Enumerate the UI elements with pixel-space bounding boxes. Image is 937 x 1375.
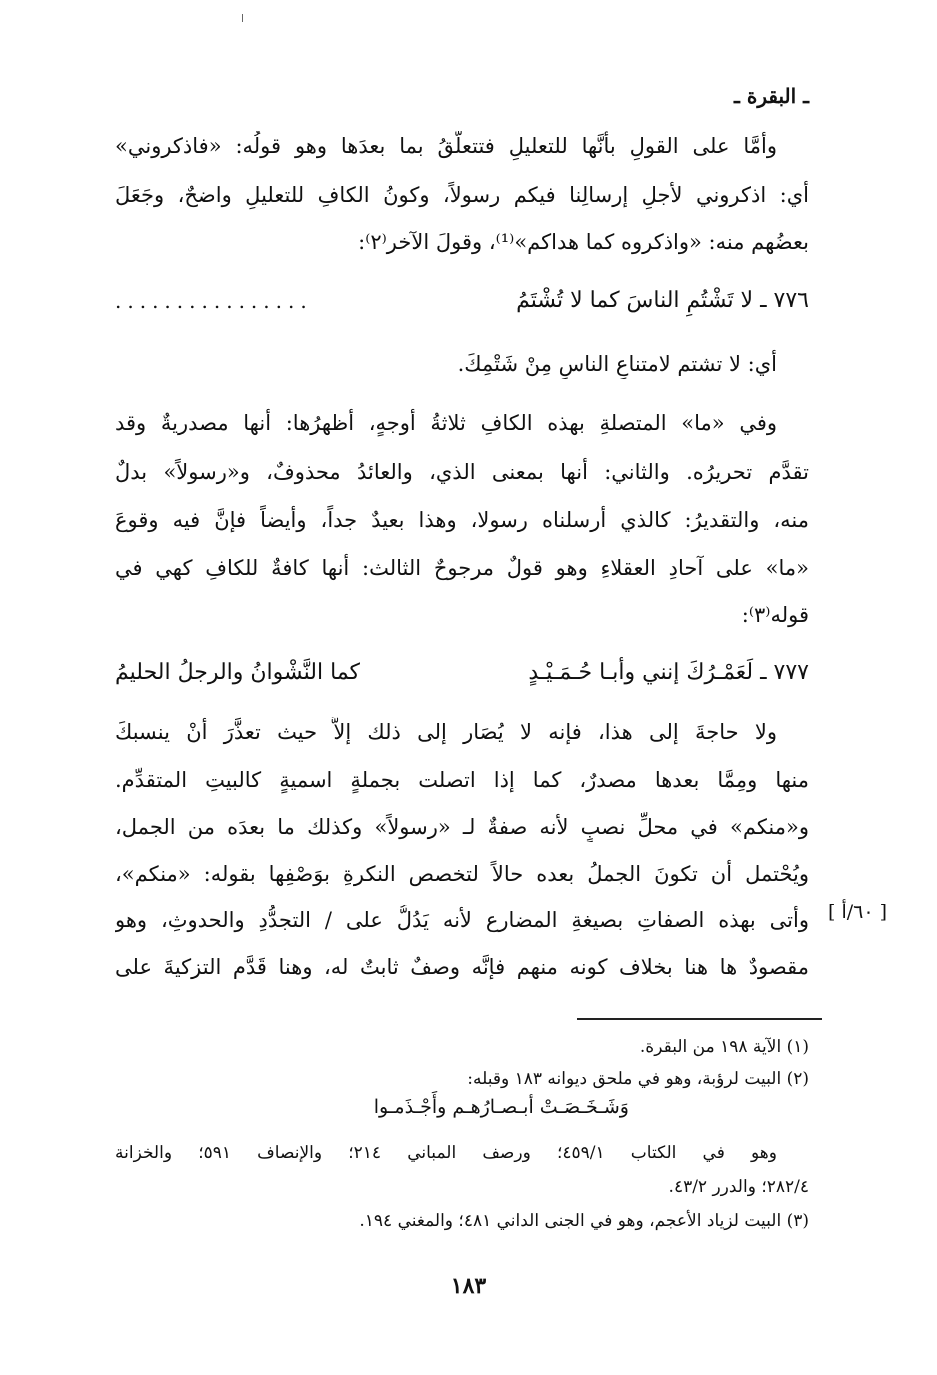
footnote-2-continued: وهو في الكتاب ٤٥٩/١؛ ورصف المباني ٢١٤؛ والإنصاف ٥٩١؛ والخزانة <box>115 1143 777 1163</box>
verse-776 <box>115 284 809 318</box>
body-line: منه، والتقديرُ: كالذي أرسلناه رسولا، وهذا بعيدٌ جداً، وأيضاً فإنَّ فيه وقوعَ <box>115 508 809 532</box>
body-line: قوله⁽٣⁾: <box>741 603 809 627</box>
verse-777 <box>115 656 809 690</box>
verse-776-text: ٧٧٦ ـ لا تَشْتُمِ الناسَ كما لا تُشْتَمُ <box>516 288 809 313</box>
scan-mark <box>242 14 243 22</box>
verse-776-ellipsis: ................ <box>115 289 313 313</box>
verse-777-hemistich-1: ٧٧٧ ـ لَعَمْـرُكَ إنني وأبـا حُـمَـيْـدٍ <box>528 660 809 685</box>
manuscript-folio-reference: [ ٦٠/أ ] <box>828 901 888 923</box>
verse-776-gloss: أي: لا تشتم لامتناعِ الناسِ مِنْ شَتْمِكَ. <box>457 352 777 376</box>
footnote-1: (١) الآية ١٩٨ من البقرة. <box>639 1037 809 1057</box>
footnote-2-verse: وَشَـخَـصَـتْ أبـصـارُهـم وأَجْـذَمـوا <box>373 1096 629 1118</box>
footnote-2: (٢) البيت لرؤبة، وهو في ملحق ديوانه ١٨٣ وقبله: <box>467 1069 809 1089</box>
body-line: وأمَّا على القولِ بأنَّها للتعليلِ فتتعلَّقُ بما بعدَها وهو قولُه: «فاذكروني» <box>115 134 777 158</box>
body-line: وأتى بهذه الصفاتِ بصيغةِ المضارع لأنه يَدُلُّ على / التجدُّدِ والحدوثِ، وهو <box>115 908 809 932</box>
body-line: تقدَّم تحريرُه. والثاني: أنها بمعنى الذي، والعائدُ محذوفٌ، و«رسولاً» بدلٌ <box>115 460 809 484</box>
running-header: ـ البقرة ـ <box>734 84 809 108</box>
body-line: ولا حاجةَ إلى هذا، فإنه لا يُصَار إلى ذلك إلاَّ حيث تعذَّرَ أنْ ينسبكَ <box>115 720 777 744</box>
verse-777-hemistich-2: كما النَّشْوانُ والرجلُ الحليمُ <box>115 660 361 685</box>
body-line: وفي «ما» المتصلةِ بهذه الكافِ ثلاثةُ أوجهٍ، أظهرُها: أنها مصدريةٌ وقد <box>115 411 777 435</box>
body-line: أي: اذكروني لأجلِ إرسالِنا فيكم رسولاً، وكونُ الكافِ للتعليلِ واضحٌ، وجَعَلَ <box>115 183 809 207</box>
body-line: «ما» على آحادِ العقلاءِ وهو قولٌ مرجوحٌ الثالث: أنها كافةٌ للكافِ كهي في <box>115 556 809 580</box>
body-line: ويُحْتمل أن تكونَ الجملُ بعده حالاً لتخصص النكرةِ بوَصْفِها بقوله: «منكم»، <box>115 862 809 886</box>
page-number: ١٨٣ <box>450 1273 487 1299</box>
footnote-2-continued: ٢٨٢/٤؛ والدرر ٤٣/٢. <box>668 1177 809 1197</box>
footnote-separator <box>577 1018 822 1020</box>
body-line: مقصودٌ ها هنا بخلاف كونه منهم فإنَّه وصفٌ ثابتٌ له، وهنا قَدَّم التزكيةَ على <box>115 955 809 979</box>
body-line: منها ومِمَّا بعدها مصدرٌ، كما إذا اتصلت بجملةٍ اسميةٍ كالبيتِ المتقدِّم. <box>115 768 809 792</box>
footnote-3: (٣) البيت لزياد الأعجم، وهو في الجنى الداني ٤٨١؛ والمغني ١٩٤. <box>359 1211 809 1231</box>
body-line: و«منكم» في محلِّ نصبٍ لأنه صفةٌ لـ «رسولاً» وكذلك ما بعدَه من الجمل، <box>115 815 809 839</box>
body-line: بعضُهم منه: «واذكروه كما هداكم»⁽¹⁾، وقولَ الآخر⁽٢⁾: <box>358 230 809 254</box>
